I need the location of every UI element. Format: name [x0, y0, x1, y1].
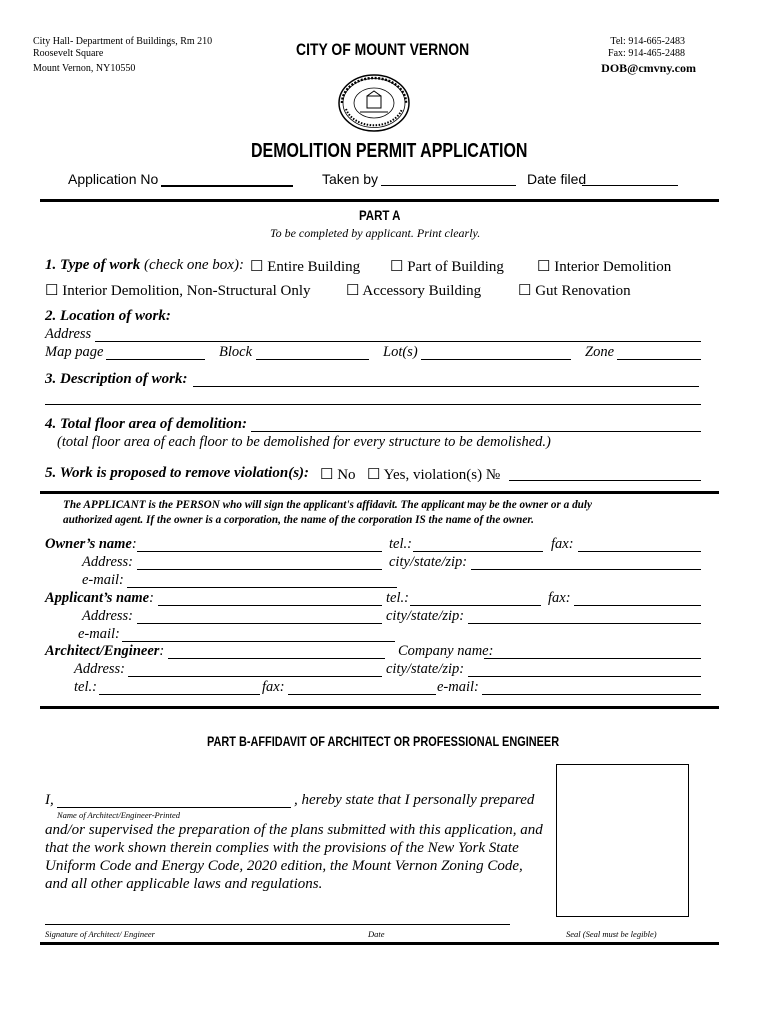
part-b-i: I, [45, 792, 54, 808]
lots-field[interactable] [421, 359, 571, 360]
applicant-name-label: Applicant’s name [45, 590, 150, 606]
dept-address-line2: Roosevelt Square [33, 48, 104, 59]
architect-city-field[interactable] [468, 676, 701, 677]
description-field-2[interactable] [45, 404, 701, 405]
part-b-statement-1: , hereby state that I personally prepared [294, 792, 535, 808]
architect-tel-field[interactable] [99, 694, 260, 695]
architect-address-field[interactable] [128, 676, 382, 677]
option-interior-non-structural[interactable]: ☐ Interior Demolition, Non-Structural Only [45, 283, 311, 299]
taken-by-field[interactable] [381, 185, 516, 186]
owner-tel-field[interactable] [413, 551, 543, 552]
owner-city-label: city/state/zip: [389, 554, 468, 570]
part-b-statement-2: and/or supervised the preparation of the plans submitted with this application, and [45, 822, 543, 838]
applicant-address-label: Address: [82, 608, 134, 624]
applicant-email-field[interactable] [122, 641, 395, 642]
block-field[interactable] [256, 359, 369, 360]
zone-label: Zone [585, 344, 614, 360]
signature-caption: Signature of Architect/ Engineer [45, 929, 155, 939]
owner-fax-label: fax: [551, 536, 574, 552]
part-b-heading: PART B-AFFIDAVIT OF ARCHITECT OR PROFESSIONAL ENGINEER [207, 733, 560, 749]
q4-note: (total floor area of each floor to be demolished for every structure to be demolished.) [57, 434, 551, 450]
owner-city-field[interactable] [471, 569, 701, 570]
owner-address-field[interactable] [137, 569, 382, 570]
date-filed-label: Date filed [527, 171, 587, 187]
seal-box[interactable] [556, 764, 689, 917]
architect-company-label: Company name: [398, 643, 494, 659]
architect-email-field[interactable] [482, 694, 701, 695]
tel: Tel: 914-665-2483 [610, 36, 685, 47]
owner-email-field[interactable] [127, 587, 397, 588]
taken-by-label: Taken by [322, 171, 379, 187]
applicant-city-label: city/state/zip: [386, 608, 465, 624]
block-label: Block [219, 344, 253, 360]
applicant-name-field[interactable] [158, 605, 382, 606]
architect-printed-name-field[interactable] [57, 807, 291, 808]
architect-label: Architect/Engineer [45, 643, 160, 659]
architect-name-field[interactable] [168, 658, 385, 659]
q1-label: 1. Type of work [45, 257, 141, 273]
q3-label: 3. Description of work: [45, 371, 188, 387]
architect-company-field[interactable] [484, 658, 701, 659]
description-field-1[interactable] [193, 386, 699, 387]
dept-address-line3: Mount Vernon, NY10550 [33, 63, 136, 74]
option-part-of-building[interactable]: ☐ Part of Building [390, 259, 504, 275]
application-no-label: Application No [68, 171, 159, 187]
mid-divider-1 [40, 491, 719, 494]
owner-name-field[interactable] [137, 551, 382, 552]
date-filed-field[interactable] [582, 185, 678, 186]
architect-fax-label: fax: [262, 679, 285, 695]
address-label: Address [45, 326, 92, 342]
architect-city-label: city/state/zip: [386, 661, 465, 677]
owner-address-label: Address: [82, 554, 134, 570]
architect-fax-field[interactable] [288, 694, 436, 695]
map-page-field[interactable] [106, 359, 205, 360]
mid-divider-2 [40, 706, 719, 709]
owner-email-label: e-mail: [82, 572, 124, 588]
city-seal-icon [336, 73, 412, 133]
violation-no-option[interactable]: ☐ No [320, 467, 356, 483]
architect-address-label: Address: [74, 661, 126, 677]
option-accessory-building[interactable]: ☐ Accessory Building [346, 283, 482, 299]
part-b-statement-3: that the work shown therein complies with the provisions of the New York State [45, 840, 519, 856]
name-caption: Name of Architect/Engineer-Printed [57, 810, 181, 820]
seal-caption: Seal (Seal must be legible) [566, 929, 657, 939]
part-a-heading: PART A [359, 207, 401, 223]
architect-email-label: e-mail: [437, 679, 479, 695]
applicant-note-1: The APPLICANT is the PERSON who will sign the applicant's affidavit. The applicant may be the owner or a duly [63, 499, 592, 511]
applicant-note-2: authorized agent. If the owner is a corporation, the name of the corporation IS the name of the owner. [63, 514, 534, 526]
option-gut-renovation[interactable]: ☐ Gut Renovation [518, 283, 631, 299]
applicant-email-label: e-mail: [78, 626, 120, 642]
owner-tel-label: tel.: [389, 536, 412, 552]
option-entire-building[interactable]: ☐ Entire Building [250, 259, 361, 275]
top-divider [40, 199, 719, 202]
dept-address-line1: City Hall- Department of Buildings, Rm 210 [33, 36, 213, 47]
fax: Fax: 914-465-2488 [608, 48, 685, 59]
violation-yes-option[interactable]: ☐ Yes, violation(s) № [367, 467, 501, 483]
city-title: CITY OF MOUNT VERNON [296, 40, 470, 59]
floor-area-field[interactable] [251, 431, 701, 432]
lots-label: Lot(s) [383, 344, 418, 360]
part-b-statement-5: and all other applicable laws and regulations. [45, 876, 323, 892]
applicant-address-field[interactable] [137, 623, 382, 624]
dob-email: DOB@cmvny.com [601, 61, 696, 75]
zone-field[interactable] [617, 359, 701, 360]
part-b-statement-4: Uniform Code and Energy Code, 2020 edition, the Mount Vernon Zoning Code, [45, 858, 523, 874]
owner-name-label: Owner’s name [45, 536, 132, 552]
applicant-tel-field[interactable] [410, 605, 541, 606]
date-caption: Date [368, 929, 385, 939]
violation-number-field[interactable] [509, 480, 701, 481]
map-page-label: Map page [45, 344, 104, 360]
applicant-fax-field[interactable] [574, 605, 701, 606]
q2-label: 2. Location of work: [45, 308, 171, 324]
architect-tel-label: tel.: [74, 679, 97, 695]
option-interior-demolition[interactable]: ☐ Interior Demolition [537, 259, 672, 275]
form-title: DEMOLITION PERMIT APPLICATION [251, 140, 528, 162]
q1-hint: (check one box): [144, 257, 244, 273]
owner-fax-field[interactable] [578, 551, 701, 552]
applicant-city-field[interactable] [468, 623, 701, 624]
bottom-divider [40, 942, 719, 945]
applicant-tel-label: tel.: [386, 590, 409, 606]
part-a-subheading: To be completed by applicant. Print clearly. [270, 226, 481, 240]
application-no-field[interactable] [161, 185, 293, 187]
q4-label: 4. Total floor area of demolition: [45, 416, 247, 432]
signature-date-line[interactable] [45, 924, 510, 925]
address-field[interactable] [95, 341, 701, 342]
applicant-fax-label: fax: [548, 590, 571, 606]
q5-label: 5. Work is proposed to remove violation(s): [45, 465, 310, 481]
